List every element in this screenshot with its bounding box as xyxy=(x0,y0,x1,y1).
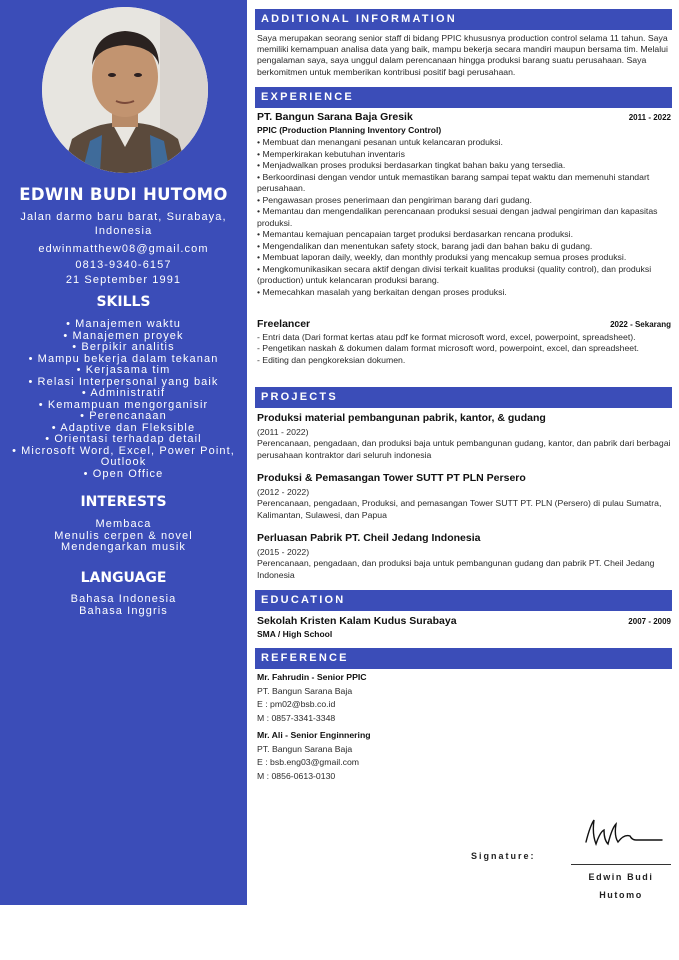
reference-phone: M : 0857-3341-3348 xyxy=(257,712,336,723)
job-period: 2011 - 2022 xyxy=(628,113,671,122)
project-description: Perencanaan, pengadaan, dan produksi baja untuk pembangunan gudang, kantor, dan pabrik dari berbagai perusahaan kontraktor dari seluruh indonesia xyxy=(257,438,671,460)
skill-item: • Mampu bekerja dalam tekanan xyxy=(28,352,219,365)
duty-item: • Memecahkan masalah yang berkaitan dengan proses produksi. xyxy=(257,286,507,297)
project-title: Produksi & Pemasangan Tower SUTT PT PLN Persero xyxy=(257,472,526,484)
project-item xyxy=(257,413,671,461)
experience-heading: EXPERIENCE xyxy=(255,87,672,108)
duty-item: • Memantau dan mengendalikan perencanaan produksi sesuai dengan jadwal pengiriman dan kapasitas produksi. xyxy=(257,206,658,228)
language-item: Bahasa Indonesia xyxy=(70,593,177,605)
skill-item: • Perencanaan xyxy=(80,410,167,422)
skills-list xyxy=(6,319,241,480)
skill-item: • Relasi Interpersonal yang baik xyxy=(28,375,219,388)
additional-info-heading: ADDITIONAL INFORMATION xyxy=(255,9,672,30)
education-heading: EDUCATION xyxy=(255,590,672,611)
language-list xyxy=(6,594,241,617)
skill-item: • Orientasi terhadap detail xyxy=(45,433,202,445)
skills-heading: SKILLS xyxy=(96,294,151,310)
company-name: Freelancer xyxy=(257,318,311,330)
skill-item: Outlook xyxy=(100,456,147,468)
reference-email: E : pm02@bsb.co.id xyxy=(257,699,336,709)
reference-item xyxy=(257,671,671,725)
project-period: (2011 - 2022) xyxy=(257,426,309,437)
skill-item: • Adaptive dan Fleksible xyxy=(51,421,196,434)
additional-info-text: Saya merupakan seorang senior staff di bidang PPIC khususnya production control selama 11 tahun. Saya memiliki kemampuan analisa data yang baik, mampu bekerja secara mandiri maupun bersama tim. Melalui pengalaman saya, saya unggul dalam perencanaan hingga produksi barang suatu perusahaan. Saya berkomitmen untuk memberikan kontribusi positif bagi perusahaan. xyxy=(257,33,668,77)
projects-heading: PROJECTS xyxy=(255,387,672,408)
reference-company: PT. Bangun Sarana Baja xyxy=(257,743,353,754)
skill-item: • Manajemen proyek xyxy=(63,329,184,342)
project-period: (2015 - 2022) xyxy=(257,546,310,557)
language-heading: LANGUAGE xyxy=(80,570,167,586)
duty-item: • Membuat dan menangani pesanan untuk kelancaran produksi. xyxy=(257,137,503,147)
experience-item xyxy=(257,112,671,298)
project-title: Perluasan Pabrik PT. Cheil Jedang Indonesia xyxy=(257,532,481,544)
reference-company: PT. Bangun Sarana Baja xyxy=(257,685,353,696)
project-description: Perencanaan, pengadaan, Produksi, and pemasangan Tower SUTT PT. PLN (Persero) di pulau Sumatra, Kalimantan, Sulawesi, dan Papua xyxy=(257,498,662,520)
reference-name: Mr. Ali - Senior Enginnering xyxy=(257,730,371,740)
duty-item: • Berkoordinasi dengan vendor untuk memastikan barang sampai tepat waktu dan memenuhi standart perusahaan. xyxy=(257,171,650,193)
interests-list xyxy=(6,519,241,554)
skill-item: • Open Office xyxy=(83,467,164,480)
interests-heading: INTERESTS xyxy=(80,494,167,510)
duty-item: • Memperkirakan kebutuhan inventaris xyxy=(257,148,405,159)
duty-item: - Pengetikan naskah & dokumen dalam format microsoft word, powerpoint, excel, dan spreadsheet. xyxy=(257,343,639,353)
project-description: Perencanaan, pengadaan, dan produksi baja untuk pembangunan gudang dan pabrik PT. Cheil Jedang Indonesia xyxy=(257,558,655,580)
education-item xyxy=(257,616,671,640)
skill-item: • Microsoft Word, Excel, Power Point, xyxy=(12,444,235,457)
reference-email: E : bsb.eng03@gmail.com xyxy=(257,757,360,767)
signature-name xyxy=(571,868,671,904)
language-item: Bahasa Inggris xyxy=(79,604,168,617)
reference-item xyxy=(257,729,671,783)
signature-name-line: Hutomo xyxy=(599,890,643,900)
email-text: edwinmatthew08@gmail.com xyxy=(38,243,209,255)
experience-item xyxy=(257,319,671,366)
interest-item: Membaca xyxy=(95,518,152,530)
contact-info xyxy=(8,211,239,288)
interest-item: Mendengarkan musik xyxy=(61,541,186,553)
project-title: Produksi material pembangunan pabrik, kantor, & gudang xyxy=(257,412,546,424)
signature-label: Signature: xyxy=(471,851,536,861)
birthdate-text: 21 September 1991 xyxy=(65,274,182,286)
phone-text: 0813-9340-6157 xyxy=(75,258,172,271)
job-role: PPIC (Production Planning Inventory Control) xyxy=(257,124,442,135)
reference-phone: M : 0856-0613-0130 xyxy=(257,770,336,781)
duty-item: • Mengkomunikasikan secara aktif dengan divisi terkait kualitas produksi (quality control), dan produksi (production) untuk kelancaran produksi barang. xyxy=(257,263,652,285)
interest-item: Menulis cerpen & novel xyxy=(54,529,193,542)
duty-item: • Mengendalikan dan menentukan safety stock, barang jadi dan bahan baku di gudang. xyxy=(257,240,593,251)
reference-heading: REFERENCE xyxy=(255,648,672,669)
duty-item: • Pengawasan proses penerimaan dan pengiriman barang dari gudang. xyxy=(257,194,532,205)
signature-name-line: Edwin Budi xyxy=(588,872,654,882)
school-name: Sekolah Kristen Kalam Kudus Surabaya xyxy=(257,615,457,627)
duty-item: - Editing dan pengkoreksian dokumen. xyxy=(257,354,406,365)
profile-photo xyxy=(42,7,208,173)
skill-item: • Kemampuan mengorganisir xyxy=(38,398,209,411)
education-period: 2007 - 2009 xyxy=(628,617,671,626)
signature-line xyxy=(571,864,671,865)
profile-photo-image xyxy=(42,7,208,173)
project-item xyxy=(257,533,671,581)
project-period: (2012 - 2022) xyxy=(257,486,310,497)
reference-name: Mr. Fahrudin - Senior PPIC xyxy=(257,672,367,682)
project-item xyxy=(257,473,671,521)
job-duties xyxy=(257,332,671,367)
signature-mark xyxy=(582,816,664,850)
duty-item: • Menjadwalkan proses produksi berdasarkan tingkat bahan baku yang tersedia. xyxy=(257,160,566,170)
sidebar xyxy=(0,0,247,905)
company-name: PT. Bangun Sarana Baja Gresik xyxy=(257,111,413,123)
address-text: Jalan darmo baru barat, Surabaya, Indonesia xyxy=(20,211,227,237)
job-duties xyxy=(257,137,671,298)
skill-item: • Administratif xyxy=(81,387,166,399)
skill-item: • Berpikir analitis xyxy=(72,341,175,353)
skill-item: • Manajemen waktu xyxy=(66,318,181,330)
duty-item: - Entri data (Dari format kertas atau pdf ke format microsoft word, excel, powerpoint, spreadsheet). xyxy=(257,331,636,342)
skill-item: • Kerjasama tim xyxy=(76,364,171,376)
candidate-name: EDWIN BUDI HUTOMO xyxy=(19,185,228,204)
job-period: 2022 - Sekarang xyxy=(610,320,671,329)
duty-item: • Memantau kemajuan pencapaian target produksi berdasarkan rencana produksi. xyxy=(257,229,573,239)
education-level: SMA / High School xyxy=(257,628,333,639)
duty-item: • Membuat laporan daily, weekly, dan monthly produksi yang mencakup semua proses produksi. xyxy=(257,252,627,262)
